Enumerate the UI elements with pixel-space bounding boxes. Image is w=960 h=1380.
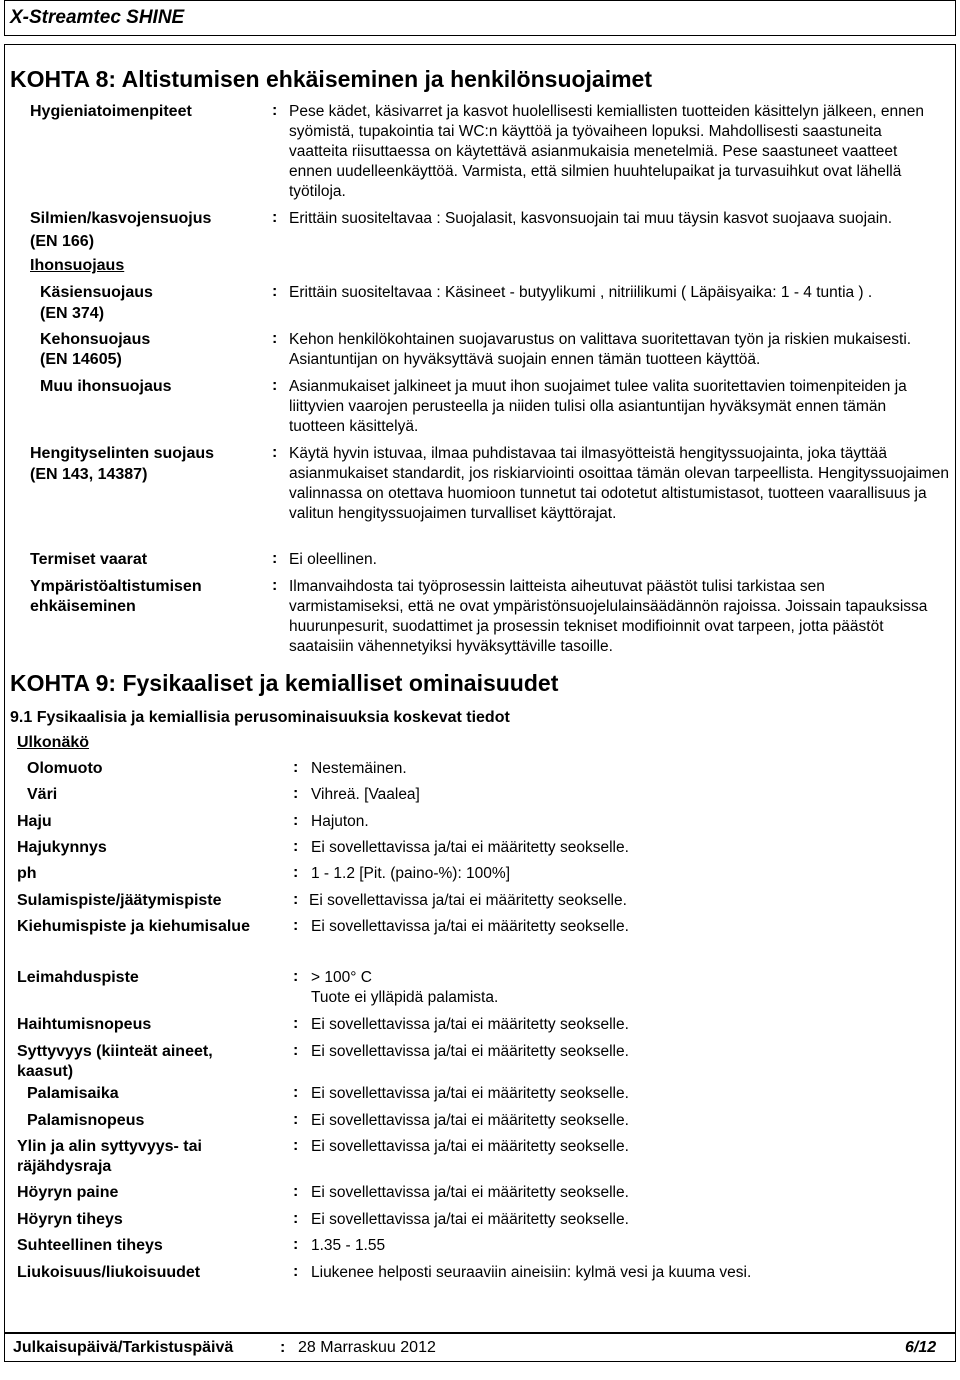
thermal-hazards-text: Ei oleellinen. [289, 551, 377, 568]
property-value: 1.35 - 1.55 [311, 1237, 386, 1254]
colon: : [272, 283, 278, 300]
property-label: Palamisnopeus [27, 1112, 145, 1129]
property-value: Ei sovellettavissa ja/tai ei määritetty seokselle. [311, 1112, 629, 1129]
body-protection-standard: (EN 14605) [40, 351, 122, 368]
respiratory-standard: (EN 143, 14387) [30, 466, 148, 483]
respiratory-text: Käytä hyvin istuvaa, ilmaa puhdistavaa tai ilmasyötteistä hengityssuojainta, joka täyttää asianmukaiset standardit, jos riskiarviointi osoittaa tämän olevan tarpeellista. Hengityssuojaimen valinnassa on otettava huomioon tunnetut tai odotetut altistumistasot, tuotteen vaarallisuus ja valitun hengityssuojaimen turvalliset käyttörajat. [289, 445, 949, 522]
eye-protection-label: Silmien/kasvojensuojus [30, 210, 212, 227]
property-label-2: kaasut) [17, 1063, 74, 1080]
colon: : [272, 377, 278, 394]
colon: : [272, 444, 278, 461]
property-value: Hajuton. [311, 813, 369, 830]
property-value: Ei sovellettavissa ja/tai ei määritetty seokselle. [311, 1138, 629, 1155]
property-value: Ei sovellettavissa ja/tai ei määritetty seokselle. [311, 1211, 629, 1228]
property-value: Ei sovellettavissa ja/tai ei määritetty seokselle. [311, 839, 629, 856]
colon: : [272, 330, 278, 347]
property-value: Vihreä. [Vaalea] [311, 786, 420, 803]
property-value: Liukenee helposti seuraaviin aineisiin: kylmä vesi ja kuuma vesi. [311, 1264, 752, 1281]
colon: : [293, 1263, 299, 1280]
colon: : [293, 838, 299, 855]
colon: : [293, 1183, 299, 1200]
page-number: 6/12 [905, 1339, 937, 1356]
property-label: Syttyvyys (kiinteät aineet, [17, 1043, 213, 1060]
colon: : [293, 891, 299, 908]
colon: : [272, 102, 278, 119]
colon: : [293, 812, 299, 829]
thermal-hazards-label: Termiset vaarat [30, 551, 148, 568]
property-label: Olomuoto [27, 760, 103, 777]
property-label: Liukoisuus/liukoisuudet [17, 1264, 201, 1281]
colon: : [293, 864, 299, 881]
property-value: Ei sovellettavissa ja/tai ei määritetty seokselle. [311, 1043, 629, 1060]
colon: : [293, 1042, 299, 1059]
colon: : [293, 1210, 299, 1227]
environmental-label: Ympäristöaltistumisen [30, 578, 202, 595]
property-label: Ylin ja alin syttyvyys- tai [17, 1138, 202, 1155]
property-label: Leimahduspiste [17, 969, 139, 986]
colon: : [280, 1339, 286, 1356]
section-9-title: KOHTA 9: Fysikaaliset ja kemialliset ominaisuudet [10, 670, 559, 696]
property-label: Sulamispiste/jäätymispiste [17, 892, 222, 909]
hand-protection-standard: (EN 374) [40, 305, 105, 322]
property-label: Palamisaika [27, 1085, 119, 1102]
property-label: Suhteellinen tiheys [17, 1237, 163, 1254]
colon: : [272, 577, 278, 594]
appearance-heading: Ulkonäkö [17, 734, 90, 751]
property-label: Haihtumisnopeus [17, 1016, 152, 1033]
body-protection-text: Kehon henkilökohtainen suojavarustus on valittava suoritettavan työn ja riskien mukaisesti. Asiantuntijan on hyväksyttävä suojain ennen tämän tuotteen käyttöä. [289, 331, 912, 368]
colon: : [272, 550, 278, 567]
hygiene-text: Pese kädet, käsivarret ja kasvot huolellisesti kemiallisten tuotteiden käsittelyn jälkeen, ennen syömistä, tupakointia tai WC:n käyttöä ja työvaiheen lopuksi. Mahdollisesti saastuneita vaatteita riisuttaessa on käytettävä asianmukaisia menetelmiä. Pese saastuneet vaatteet ennen uudelleenkäyttöä. Varmista, että silmien huuhtelupaikat ja turvasuihkut ovat lähellä työtiloja. [289, 103, 924, 200]
product-name: X-Streamtec SHINE [10, 7, 185, 28]
colon: : [293, 917, 299, 934]
body-protection-label: Kehonsuojaus [40, 331, 151, 348]
property-label: Höyryn paine [17, 1184, 119, 1201]
other-skin-label: Muu ihonsuojaus [40, 378, 172, 395]
property-label: Hajukynnys [17, 839, 107, 856]
property-label-2: räjähdysraja [17, 1158, 112, 1175]
colon: : [293, 785, 299, 802]
property-label: ph [17, 865, 37, 882]
property-label: Kiehumispiste ja kiehumisalue [17, 918, 250, 935]
colon: : [293, 1084, 299, 1101]
environmental-text: Ilmanvaihdosta tai työprosessin laitteista aiheutuvat päästöt tulisi tarkistaa sen varmistamiseksi, että ne ovat ympäristönsuojelulainsäädännön rajoissa. Joissain tapauksissa huurunpesurit, suodattimet ja prosessin tekniset modifioinnit ovat tarpeen, jotta päästöt saataisiin vähennetyiksi hyväksyttäville tasoille. [289, 578, 928, 655]
colon: : [293, 1137, 299, 1154]
colon: : [272, 209, 278, 226]
section-9-subtitle: 9.1 Fysikaalisia ja kemiallisia perusominaisuuksia koskevat tiedot [10, 709, 510, 726]
property-value: 1 - 1.2 [Pit. (paino-%): 100%] [311, 865, 511, 882]
issue-date-label: Julkaisupäivä/Tarkistuspäivä [13, 1339, 234, 1356]
section-8-title: KOHTA 8: Altistumisen ehkäiseminen ja henkilönsuojaimet [10, 66, 653, 92]
colon: : [293, 1015, 299, 1032]
colon: : [293, 1111, 299, 1128]
property-value: Ei sovellettavissa ja/tai ei määritetty seokselle. [311, 1016, 629, 1033]
colon: : [293, 759, 299, 776]
property-value: > 100° C [311, 969, 372, 986]
eye-protection-standard: (EN 166) [30, 233, 95, 250]
property-label: Höyryn tiheys [17, 1211, 123, 1228]
issue-date-value: 28 Marraskuu 2012 [298, 1339, 436, 1356]
property-value: Ei sovellettavissa ja/tai ei määritetty seokselle. [311, 1085, 629, 1102]
colon: : [293, 968, 299, 985]
hand-protection-label: Käsiensuojaus [40, 284, 153, 301]
property-value: Ei sovellettavissa ja/tai ei määritetty seokselle. [311, 918, 629, 935]
colon: : [293, 1236, 299, 1253]
respiratory-label: Hengityselinten suojaus [30, 445, 215, 462]
environmental-label-2: ehkäiseminen [30, 598, 136, 615]
property-value: Nestemäinen. [311, 760, 407, 777]
property-label: Väri [27, 786, 58, 803]
other-skin-text: Asianmukaiset jalkineet ja muut ihon suojaimet tulee valita suoritettavien toimenpiteiden ja liittyvien vaarojen perusteella ja niiden tulisi olla asiantuntijan hyväksymät ennen tämän tuotteen käsittelyä. [289, 378, 907, 435]
skin-protection-heading: Ihonsuojaus [30, 257, 125, 274]
property-label: Haju [17, 813, 52, 830]
property-value: Ei sovellettavissa ja/tai ei määritetty seokselle. [309, 892, 627, 909]
property-value: Ei sovellettavissa ja/tai ei määritetty seokselle. [311, 1184, 629, 1201]
hand-protection-text: Erittäin suositeltavaa : Käsineet - butyylikumi , nitriilikumi ( Läpäisyaika: 1 - 4 tuntia ) . [289, 284, 873, 301]
property-value-note: Tuote ei ylläpidä palamista. [311, 989, 499, 1006]
hygiene-label: Hygieniatoimenpiteet [30, 103, 192, 120]
eye-protection-text: Erittäin suositeltavaa : Suojalasit, kasvonsuojain tai muu täysin kasvot suojaava suojain. [289, 210, 893, 227]
